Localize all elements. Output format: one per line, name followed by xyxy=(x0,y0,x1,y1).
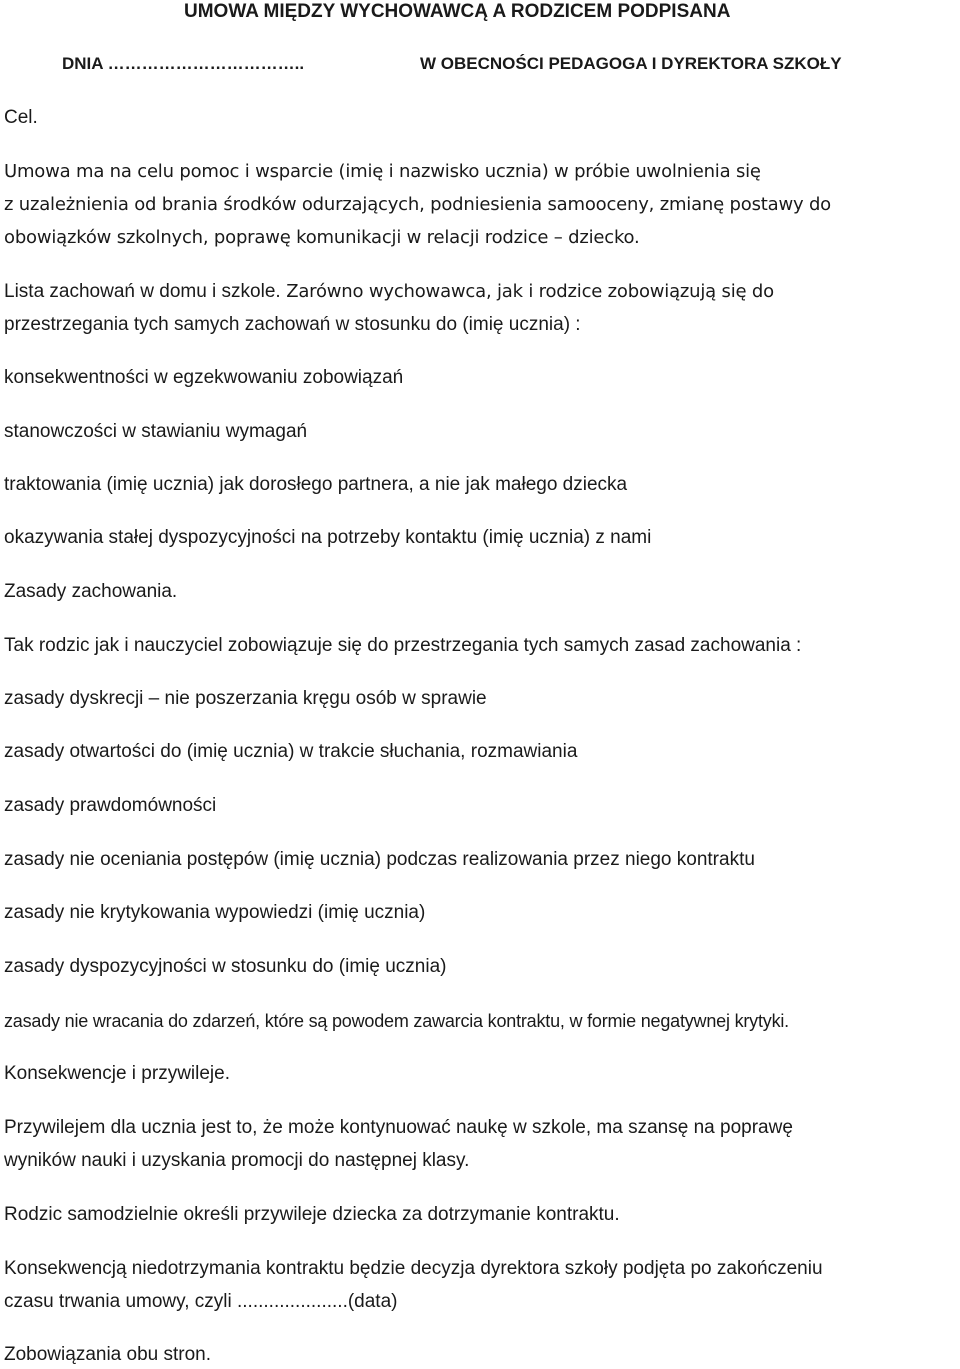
behaviour-intro-heading: Lista zachowań w domu i szkole. xyxy=(4,281,281,302)
behaviour-item: okazywania stałej dyspozycyjności na potrzeby kontaktu (imię ucznia) z nami xyxy=(4,527,652,548)
consequence-line-1: Konsekwencją niedotrzymania kontraktu będzie decyzja dyrektora szkoły podjęta po zakończeniu xyxy=(4,1258,823,1279)
behaviour-item: traktowania (imię ucznia) jak dorosłego partnera, a nie jak małego dziecka xyxy=(4,474,628,495)
parent-line: Rodzic samodzielnie określi przywileje dziecka za dotrzymanie kontraktu. xyxy=(4,1204,620,1225)
purpose-line-2: z uzależnienia od brania środków odurzających, podniesienia samooceny, zmianę postawy do xyxy=(4,194,831,215)
presence-line: W OBECNOŚCI PEDAGOGA I DYREKTORA SZKOŁY xyxy=(420,54,842,73)
privilege-line-1: Przywilejem dla ucznia jest to, że może kontynuować naukę w szkole, ma szansę na poprawę xyxy=(4,1117,793,1138)
behaviour-intro-text: Zarówno wychowawca, jak i rodzice zobowiązują się do xyxy=(280,281,774,302)
rule-item: zasady nie oceniania postępów (imię ucznia) podczas realizowania przez niego kontraktu xyxy=(4,849,755,870)
rule-item: zasady dyspozycyjności w stosunku do (imię ucznia) xyxy=(4,956,447,977)
date-line: DNIA …………………………….. xyxy=(62,54,305,73)
consequences-heading: Konsekwencje i przywileje. xyxy=(4,1063,230,1084)
behaviour-item: konsekwentności w egzekwowaniu zobowiązań xyxy=(4,367,404,388)
behaviour-intro-line-2: przestrzegania tych samych zachowań w stosunku do (imię ucznia) : xyxy=(4,314,581,335)
cel-label: Cel. xyxy=(4,107,38,128)
rule-item: zasady dyskrecji – nie poszerzania kręgu osób w sprawie xyxy=(4,688,487,709)
rule-item: zasady otwartości do (imię ucznia) w trakcie słuchania, rozmawiania xyxy=(4,741,578,762)
behaviour-item: stanowczości w stawianiu wymagań xyxy=(4,421,308,442)
consequence-line-2: czasu trwania umowy, czyli .....................(data) xyxy=(4,1291,398,1312)
rules-heading: Zasady zachowania. xyxy=(4,581,178,602)
rules-intro: Tak rodzic jak i nauczyciel zobowiązuje się do przestrzegania tych samych zasad zachowania : xyxy=(4,635,802,656)
rule-item: zasady nie wracania do zdarzeń, które są powodem zawarcia kontraktu, w formie negatywnej krytyki. xyxy=(4,1011,789,1031)
purpose-line-1: Umowa ma na celu pomoc i wsparcie (imię i nazwisko ucznia) w próbie uwolnienia się xyxy=(4,161,761,182)
purpose-line-3: obowiązków szkolnych, poprawę komunikacji w relacji rodzice – dziecko. xyxy=(4,227,640,248)
obligations-heading: Zobowiązania obu stron. xyxy=(4,1344,212,1365)
privilege-line-2: wyników nauki i uzyskania promocji do następnej klasy. xyxy=(4,1150,470,1171)
rule-item: zasady prawdomówności xyxy=(4,795,217,816)
document-title: UMOWA MIĘDZY WYCHOWAWCĄ A RODZICEM PODPISANA xyxy=(184,1,731,22)
behaviour-intro xyxy=(4,280,774,304)
rule-item: zasady nie krytykowania wypowiedzi (imię ucznia) xyxy=(4,902,426,923)
